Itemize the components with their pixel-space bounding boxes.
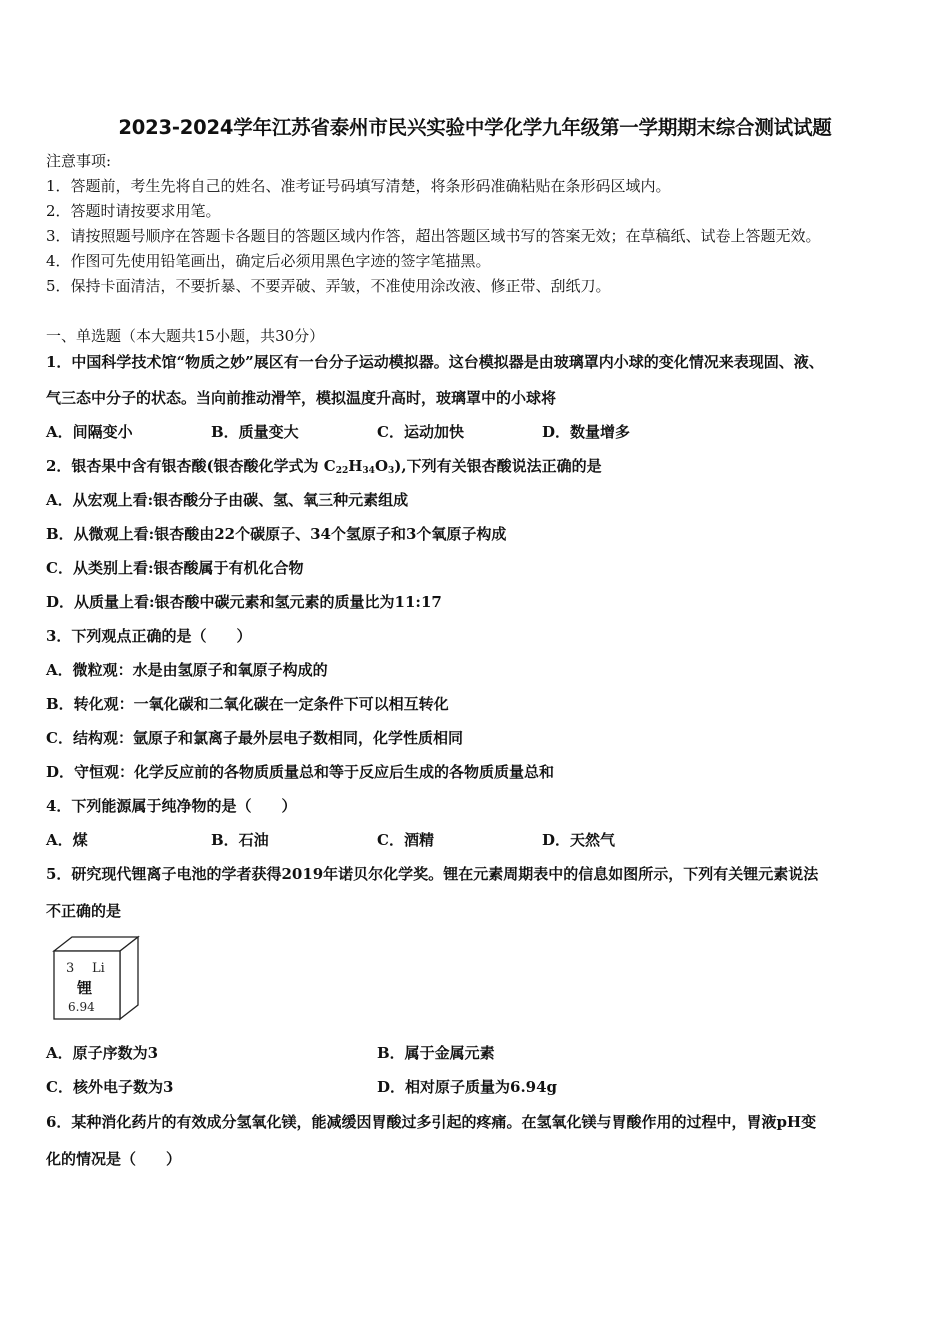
q2-sub-h: 34	[362, 466, 375, 476]
q5-stem-line2: 不正确的是	[46, 902, 122, 920]
q2-option-a: A．从宏观上看:银杏酸分子由碳、氢、氧三种元素组成	[46, 491, 409, 509]
q1-option-a: A．间隔变小	[46, 423, 133, 441]
q4-option-c: C．酒精	[377, 831, 434, 849]
q2-h: H	[348, 457, 363, 475]
q5-option-b: B．属于金属元素	[377, 1044, 495, 1062]
q4-option-a: A．煤	[46, 831, 88, 849]
q5-stem-line1: 5．研究现代锂离子电池的学者获得2019年诺贝尔化学奖。锂在元素周期表中的信息如图所示，下列有关锂元素说法	[46, 865, 819, 883]
element-name: 锂	[77, 979, 93, 997]
q2-o: O	[374, 457, 389, 475]
q6-stem-line2: 化的情况是（ ）	[46, 1150, 182, 1168]
q4-option-b: B．石油	[211, 831, 269, 849]
notice-item-5: 5．保持卡面清洁，不要折暴、不要弄破、弄皱，不准使用涂改液、修正带、刮纸刀。	[46, 277, 611, 295]
element-number: 3	[66, 961, 75, 976]
q5-option-d: D．相对原子质量为6.94g	[377, 1078, 558, 1096]
q2-stem-pre: 2．银杏果中含有银杏酸(银杏酸化学式为 C	[46, 457, 336, 475]
q4-option-d: D．天然气	[542, 831, 616, 849]
q1-stem-line1: 1．中国科学技术馆“物质之妙”展区有一台分子运动模拟器。这台模拟器是由玻璃罩内小球的变化情况来表现固、液、	[46, 353, 824, 371]
q6-stem-line1: 6．某种消化药片的有效成分氢氧化镁，能减缓因胃酸过多引起的疼痛。在氢氧化镁与胃酸作用的过程中，胃液pH变	[46, 1113, 817, 1131]
q2-sub-o: 3	[388, 466, 395, 476]
element-tile-figure	[52, 935, 142, 1021]
q5-option-c: C．核外电子数为3	[46, 1078, 174, 1096]
tile-side-face	[120, 937, 138, 1019]
q1-option-d: D．数量增多	[542, 423, 631, 441]
q3-option-d: D．守恒观：化学反应前的各物质质量总和等于反应后生成的各物质质量总和	[46, 763, 555, 781]
notice-item-3: 3．请按照题号顺序在答题卡各题目的答题区域内作答，超出答题区域书写的答案无效；在草稿纸、试卷上答题无效。	[46, 227, 821, 245]
q3-option-a: A．微粒观：水是由氢原子和氧原子构成的	[46, 661, 328, 679]
notice-item-2: 2．答题时请按要求用笔。	[46, 202, 221, 220]
q3-option-c: C．结构观：氩原子和氯离子最外层电子数相同，化学性质相同	[46, 729, 463, 747]
q3-option-b: B．转化观：一氧化碳和二氧化碳在一定条件下可以相互转化	[46, 695, 449, 713]
q5-option-a: A．原子序数为3	[46, 1044, 159, 1062]
exam-title: 2023-2024学年江苏省泰州市民兴实验中学化学九年级第一学期期末综合测试试题	[118, 116, 832, 139]
q3-stem: 3．下列观点正确的是（ ）	[46, 627, 252, 645]
element-tile-svg	[52, 935, 142, 1021]
q4-stem: 4．下列能源属于纯净物的是（ ）	[46, 797, 297, 815]
notice-heading: 注意事项:	[46, 152, 112, 170]
q1-option-b: B．质量变大	[211, 423, 299, 441]
q2-stem	[46, 456, 602, 476]
notice-item-1: 1．答题前，考生先将自己的姓名、准考证号码填写清楚，将条形码准确粘贴在条形码区域内。	[46, 177, 671, 195]
element-symbol: Li	[92, 961, 105, 976]
q2-option-b: B．从微观上看:银杏酸由22个碳原子、34个氢原子和3个氧原子构成	[46, 525, 507, 543]
q1-option-c: C．运动加快	[377, 423, 464, 441]
q2-stem-post: ),下列有关银杏酸说法正确的是	[394, 457, 602, 475]
section-heading: 一、单选题（本大题共15小题，共30分）	[46, 327, 325, 345]
q2-sub-c: 22	[335, 466, 349, 476]
q2-option-d: D．从质量上看:银杏酸中碳元素和氢元素的质量比为11:17	[46, 593, 442, 611]
q2-option-c: C．从类别上看:银杏酸属于有机化合物	[46, 559, 304, 577]
notice-item-4: 4．作图可先使用铅笔画出，确定后必须用黑色字迹的签字笔描黑。	[46, 252, 491, 270]
element-mass: 6.94	[68, 1000, 95, 1014]
q1-stem-line2: 气三态中分子的状态。当向前推动滑竿，模拟温度升高时，玻璃罩中的小球将	[46, 389, 557, 407]
